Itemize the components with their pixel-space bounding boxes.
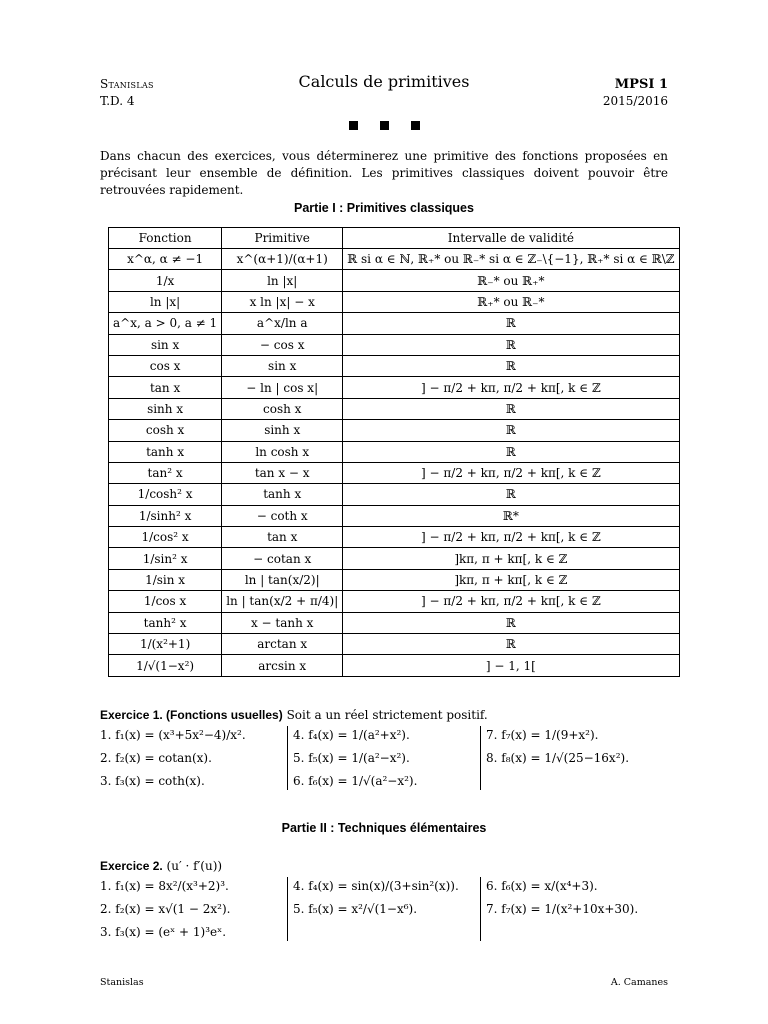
cell-fonction: ln |x|	[109, 291, 222, 312]
exercise1-heading	[100, 706, 680, 724]
exercise2-col2	[293, 875, 459, 921]
header-right	[603, 76, 668, 110]
table-row	[109, 634, 680, 655]
cell-intervalle: ℝ	[343, 441, 679, 462]
table-row	[109, 313, 680, 334]
cell-fonction: 1/sin² x	[109, 548, 222, 569]
cell-intervalle: ℝ	[343, 634, 679, 655]
exercise-item: 1. f₁(x) = 8x²/(x³+2)³.	[100, 879, 229, 893]
exercise-item: 4. f₄(x) = sin(x)/(3+sin²(x)).	[293, 879, 459, 893]
cell-primitive: − ln | cos x|	[222, 377, 343, 398]
decorative-squares	[0, 119, 768, 133]
cell-intervalle: ℝ	[343, 398, 679, 419]
cell-intervalle: ℝ	[343, 484, 679, 505]
table-row	[109, 591, 680, 612]
table-row	[109, 441, 680, 462]
header-primitive: Primitive	[222, 228, 343, 249]
table-row	[109, 377, 680, 398]
document-title: Calculs de primitives	[298, 72, 470, 91]
table-row	[109, 270, 680, 291]
exercise1-col1	[100, 724, 246, 793]
intro-paragraph: Dans chacun des exercices, vous déterminerez une primitive des fonctions proposées en précisant leur ensemble de définition. Les primitives classiques doivent pouvoir être retrouvées rapidement.	[100, 149, 668, 197]
column-divider	[287, 877, 288, 941]
cell-fonction: x^α, α ≠ −1	[109, 249, 222, 270]
cell-fonction: 1/cosh² x	[109, 484, 222, 505]
square-icon	[380, 121, 389, 130]
exercise2-statement: (u′ · f′(u))	[166, 859, 223, 873]
exercise2-heading	[100, 857, 680, 875]
cell-intervalle: ]kπ, π + kπ[, k ∈ ℤ	[343, 548, 679, 569]
cell-primitive: x ln |x| − x	[222, 291, 343, 312]
cell-fonction: 1/sinh² x	[109, 505, 222, 526]
column-divider	[480, 877, 481, 941]
exercise2-col1	[100, 875, 230, 944]
cell-primitive: ln |x|	[222, 270, 343, 291]
exercise-item: 3. f₃(x) = (eˣ + 1)³eˣ.	[100, 925, 227, 939]
table-row	[109, 569, 680, 590]
exercise-item: 2. f₂(x) = cotan(x).	[100, 751, 212, 765]
table-row	[109, 355, 680, 376]
cell-fonction: 1/√(1−x²)	[109, 655, 222, 676]
td-number: T.D. 4	[100, 94, 135, 108]
exercise-item: 3. f₃(x) = coth(x).	[100, 774, 205, 788]
cell-fonction: sin x	[109, 334, 222, 355]
exercise-item: 6. f₆(x) = 1/√(a²−x²).	[293, 774, 418, 788]
exercise1-title: Exercice 1. (Fonctions usuelles)	[100, 708, 283, 722]
cell-primitive: tan x	[222, 527, 343, 548]
square-icon	[349, 121, 358, 130]
cell-primitive: − cotan x	[222, 548, 343, 569]
table-body	[109, 249, 680, 677]
cell-intervalle: ℝ	[343, 355, 679, 376]
table-row	[109, 505, 680, 526]
cell-primitive: arcsin x	[222, 655, 343, 676]
school-year: 2015/2016	[602, 94, 668, 108]
cell-primitive: sinh x	[222, 420, 343, 441]
cell-intervalle: ℝ si α ∈ ℕ, ℝ₊* ou ℝ₋* si α ∈ ℤ₋\{−1}, ℝ₊* si α ∈ ℝ\ℤ	[343, 249, 679, 270]
class-name: MPSI 1	[614, 77, 668, 92]
exercise-item: 8. f₈(x) = 1/√(25−16x²).	[486, 751, 630, 765]
exercise-item: 4. f₄(x) = 1/(a²+x²).	[293, 728, 410, 742]
cell-intervalle: ] − π/2 + kπ, π/2 + kπ[, k ∈ ℤ	[343, 591, 679, 612]
footer-right: A. Camanes	[610, 977, 668, 988]
square-icon	[411, 121, 420, 130]
exercise-item: 1. f₁(x) = (x³+5x²−4)/x².	[100, 728, 246, 742]
cell-primitive: ln | tan(x/2 + π/4)|	[222, 591, 343, 612]
exercise-1	[100, 706, 680, 788]
table-row	[109, 420, 680, 441]
cell-fonction: tan² x	[109, 462, 222, 483]
cell-primitive: a^x/ln a	[222, 313, 343, 334]
cell-fonction: cos x	[109, 355, 222, 376]
exercise-item: 7. f₇(x) = 1/(9+x²).	[486, 728, 599, 742]
table-row	[109, 527, 680, 548]
part2-title: Partie II : Techniques élémentaires	[281, 821, 487, 835]
exercise-item: 7. f₇(x) = 1/(x²+10x+30).	[486, 902, 639, 916]
cell-fonction: 1/(x²+1)	[109, 634, 222, 655]
cell-fonction: tanh x	[109, 441, 222, 462]
cell-primitive: − cos x	[222, 334, 343, 355]
cell-fonction: 1/cos² x	[109, 527, 222, 548]
cell-fonction: sinh x	[109, 398, 222, 419]
table-row	[109, 484, 680, 505]
cell-primitive: x^(α+1)/(α+1)	[222, 249, 343, 270]
cell-intervalle: ℝ₋* ou ℝ₊*	[343, 270, 679, 291]
exercise1-col2	[293, 724, 417, 793]
cell-primitive: ln | tan(x/2)|	[222, 569, 343, 590]
cell-fonction: a^x, a > 0, a ≠ 1	[109, 313, 222, 334]
cell-intervalle: ℝ	[343, 334, 679, 355]
cell-intervalle: ℝ	[343, 612, 679, 633]
cell-primitive: sin x	[222, 355, 343, 376]
table-row	[109, 334, 680, 355]
exercise-item: 5. f₅(x) = 1/(a²−x²).	[293, 751, 410, 765]
cell-primitive: − coth x	[222, 505, 343, 526]
footer-left: Stanislas	[100, 977, 144, 988]
cell-intervalle: ℝ₊* ou ℝ₋*	[343, 291, 679, 312]
table-row	[109, 548, 680, 569]
exercise-item: 2. f₂(x) = x√(1 − 2x²).	[100, 902, 231, 916]
cell-primitive: tan x − x	[222, 462, 343, 483]
exercise1-col3	[486, 724, 629, 770]
table-row	[109, 462, 680, 483]
school-name: Stanislas	[100, 77, 154, 91]
cell-fonction: 1/sin x	[109, 569, 222, 590]
table-row	[109, 291, 680, 312]
table-row	[109, 398, 680, 419]
exercise1-statement: Soit a un réel strictement positif.	[286, 708, 488, 722]
exercise-item: 6. f₆(x) = x/(x⁴+3).	[486, 879, 598, 893]
header-intervalle: Intervalle de validité	[343, 228, 679, 249]
table-header-row	[109, 228, 680, 249]
cell-intervalle: ℝ	[343, 420, 679, 441]
cell-fonction: cosh x	[109, 420, 222, 441]
primitives-table	[108, 227, 680, 677]
cell-fonction: 1/cos x	[109, 591, 222, 612]
cell-intervalle: ] − π/2 + kπ, π/2 + kπ[, k ∈ ℤ	[343, 527, 679, 548]
cell-intervalle: ]kπ, π + kπ[, k ∈ ℤ	[343, 569, 679, 590]
cell-intervalle: ] − π/2 + kπ, π/2 + kπ[, k ∈ ℤ	[343, 462, 679, 483]
exercise2-columns	[100, 875, 680, 947]
cell-primitive: x − tanh x	[222, 612, 343, 633]
column-divider	[287, 726, 288, 790]
cell-intervalle: ] − 1, 1[	[343, 655, 679, 676]
column-divider	[480, 726, 481, 790]
table-row	[109, 655, 680, 676]
cell-primitive: arctan x	[222, 634, 343, 655]
cell-fonction: tanh² x	[109, 612, 222, 633]
exercise2-title: Exercice 2.	[100, 859, 163, 873]
cell-fonction: tan x	[109, 377, 222, 398]
exercise-item: 5. f₅(x) = x²/√(1−x⁶).	[293, 902, 418, 916]
exercise-2	[100, 857, 680, 947]
exercise2-col3	[486, 875, 638, 921]
cell-intervalle: ℝ*	[343, 505, 679, 526]
cell-intervalle: ] − π/2 + kπ, π/2 + kπ[, k ∈ ℤ	[343, 377, 679, 398]
exercise1-columns	[100, 724, 680, 788]
cell-primitive: tanh x	[222, 484, 343, 505]
header-fonction: Fonction	[109, 228, 222, 249]
cell-intervalle: ℝ	[343, 313, 679, 334]
table-row	[109, 249, 680, 270]
cell-primitive: cosh x	[222, 398, 343, 419]
cell-primitive: ln cosh x	[222, 441, 343, 462]
part1-title: Partie I : Primitives classiques	[294, 201, 474, 215]
table-row	[109, 612, 680, 633]
cell-fonction: 1/x	[109, 270, 222, 291]
